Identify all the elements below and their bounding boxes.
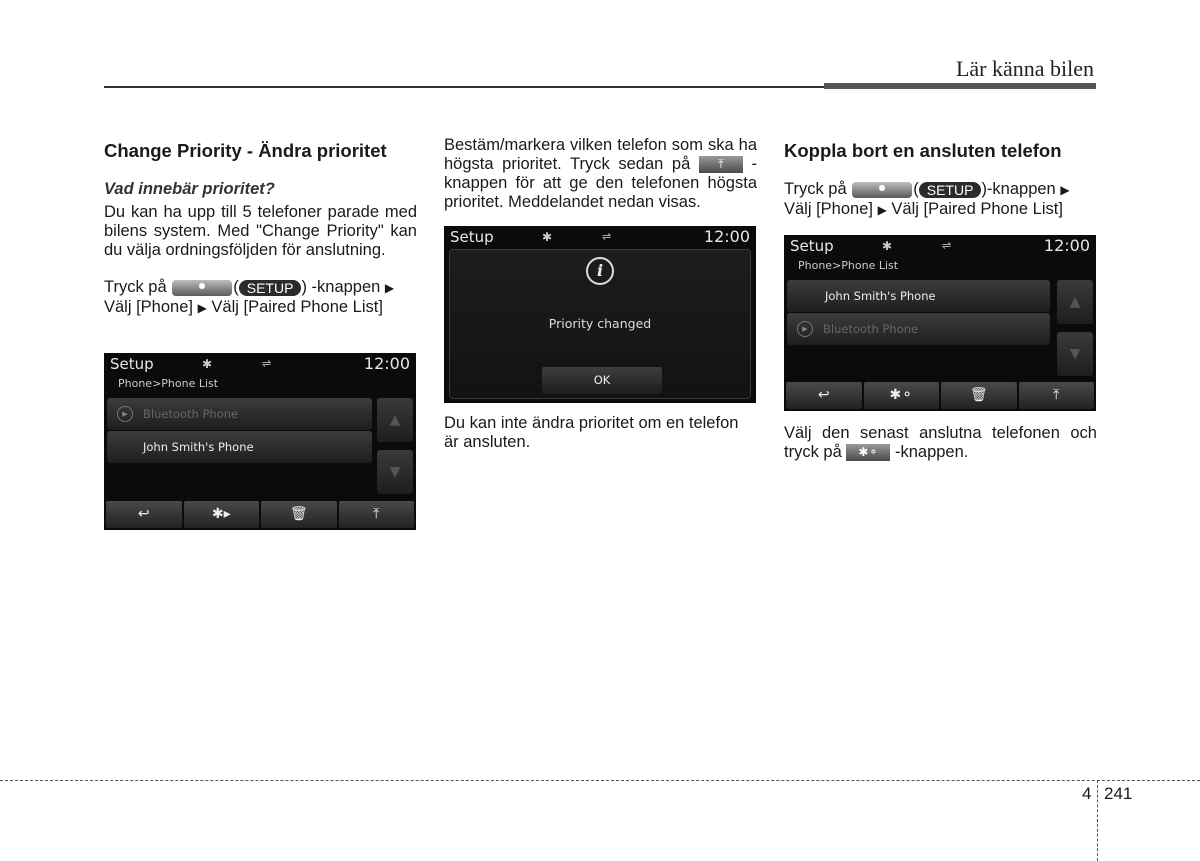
screen-priority-changed	[444, 226, 756, 403]
instruction: Tryck på ( SETUP ) -knappen ▶ Välj [Phone] ▶ Välj [Paired Phone List]	[104, 278, 395, 316]
breadcrumb: Phone>Phone List	[118, 377, 219, 390]
list-item-label: John Smith's Phone	[143, 440, 254, 454]
screen-toolbar	[106, 501, 414, 528]
paragraph: Du kan inte ändra prioritet om en telefon är ansluten.	[444, 414, 739, 451]
column-3	[784, 140, 1097, 238]
list-item[interactable]	[107, 431, 372, 463]
setup-label: SETUP	[919, 182, 982, 198]
triangle-right-icon: ▶	[384, 281, 395, 295]
priority-up-icon[interactable]: ⤒	[339, 501, 415, 528]
column-1	[104, 140, 417, 336]
list-item[interactable]	[787, 313, 1050, 345]
setup-key-icon	[172, 280, 232, 296]
screen-title: Setup	[110, 354, 154, 373]
list-item[interactable]	[787, 280, 1050, 312]
text: Välj [Paired Phone List]	[891, 200, 1063, 218]
page-number: 241	[1104, 784, 1133, 803]
usb-icon: ⇌	[262, 357, 272, 370]
trash-icon[interactable]: 🗑	[941, 382, 1017, 409]
subheading: Vad innebär prioritet?	[104, 180, 275, 198]
triangle-right-icon: ▶	[877, 203, 887, 217]
clock: 12:00	[1043, 236, 1090, 255]
bluetooth-icon: ✱	[202, 356, 213, 371]
setup-key-icon	[852, 182, 912, 198]
dialog-message: Priority changed	[548, 316, 652, 331]
back-icon[interactable]: ↩	[106, 501, 182, 528]
breadcrumb: Phone>Phone List	[798, 259, 899, 272]
bluetooth-disconnect-key-icon: ✱⚬	[846, 444, 890, 461]
list-item-label: Bluetooth Phone	[143, 407, 239, 421]
column-3-bottom	[784, 424, 1097, 480]
list-item-label: Bluetooth Phone	[823, 322, 919, 336]
screen-phone-list-1	[104, 353, 416, 530]
text: Tryck på	[104, 278, 167, 296]
text: -knappen.	[894, 443, 969, 461]
footer-divider	[1097, 780, 1098, 861]
dialog	[449, 249, 751, 399]
trash-icon[interactable]: 🗑	[261, 501, 337, 528]
list-item-label: John Smith's Phone	[825, 289, 936, 303]
clock: 12:00	[363, 354, 410, 373]
text: Välj [Phone]	[104, 298, 193, 316]
text: Tryck på	[784, 180, 847, 198]
scroll-down-button[interactable]: ▼	[377, 450, 413, 494]
footer-rule	[0, 780, 1200, 781]
text: Bestäm/markera vilken telefon som ska ha högsta prioritet. Tryck sedan på	[444, 136, 757, 173]
priority-up-icon[interactable]: ⤒	[1019, 382, 1095, 409]
bluetooth-icon: ✱	[882, 238, 893, 253]
running-header: Lär känna bilen	[955, 56, 1094, 81]
ok-button[interactable]: OK	[542, 367, 662, 394]
text: Välj [Phone]	[784, 200, 873, 218]
paragraph: Du kan ha upp till 5 telefoner parade med bilens system. Med "Change Priority" kan du välja ordningsföljden för anslutning.	[104, 203, 417, 259]
chapter-number: 4	[1082, 784, 1092, 803]
screen-toolbar	[786, 382, 1094, 409]
usb-icon: ⇌	[602, 230, 612, 243]
text: Välj den senast anslutna telefonen och tryck på	[784, 424, 1097, 461]
clock: 12:00	[703, 227, 750, 246]
scroll-up-button[interactable]: ▲	[1057, 280, 1093, 324]
section-heading: Koppla bort en ansluten telefon	[784, 140, 1062, 161]
back-icon[interactable]: ↩	[786, 382, 862, 409]
column-2	[444, 136, 757, 230]
section-heading: Change Priority - Ändra prioritet	[104, 140, 387, 161]
scroll-down-button[interactable]: ▼	[1057, 332, 1093, 376]
text: -knappen för att ge den telefonen högsta prioritet. Meddelandet nedan visas.	[444, 155, 757, 211]
play-icon: ▶	[117, 406, 133, 422]
priority-up-key-icon: ⤒	[699, 156, 743, 173]
column-2-bottom	[444, 414, 757, 470]
scroll-up-button[interactable]: ▲	[377, 398, 413, 442]
usb-icon: ⇌	[942, 239, 952, 252]
triangle-right-icon: ▶	[1060, 183, 1070, 197]
text: )-knappen	[981, 180, 1056, 198]
list-item[interactable]	[107, 398, 372, 430]
paragraph	[444, 136, 757, 212]
screen-title: Setup	[790, 236, 834, 255]
header-rule	[104, 86, 824, 88]
triangle-right-icon: ▶	[197, 301, 207, 315]
bluetooth-connect-icon[interactable]: ✱▸	[184, 501, 260, 528]
info-icon: i	[586, 257, 614, 285]
play-icon: ▶	[797, 321, 813, 337]
text: ) -knappen	[301, 278, 381, 296]
instruction: Tryck på ( SETUP )-knappen ▶ Välj [Phone] ▶ Välj [Paired Phone List]	[784, 180, 1070, 218]
header-rule-thick	[824, 83, 1096, 89]
screen-title: Setup	[450, 227, 494, 246]
bluetooth-disconnect-icon[interactable]: ✱⚬	[864, 382, 940, 409]
paragraph	[784, 424, 1097, 462]
bluetooth-icon: ✱	[542, 229, 553, 244]
text: Välj [Paired Phone List]	[211, 298, 383, 316]
setup-label: SETUP	[239, 280, 302, 296]
screen-phone-list-2	[784, 235, 1096, 411]
